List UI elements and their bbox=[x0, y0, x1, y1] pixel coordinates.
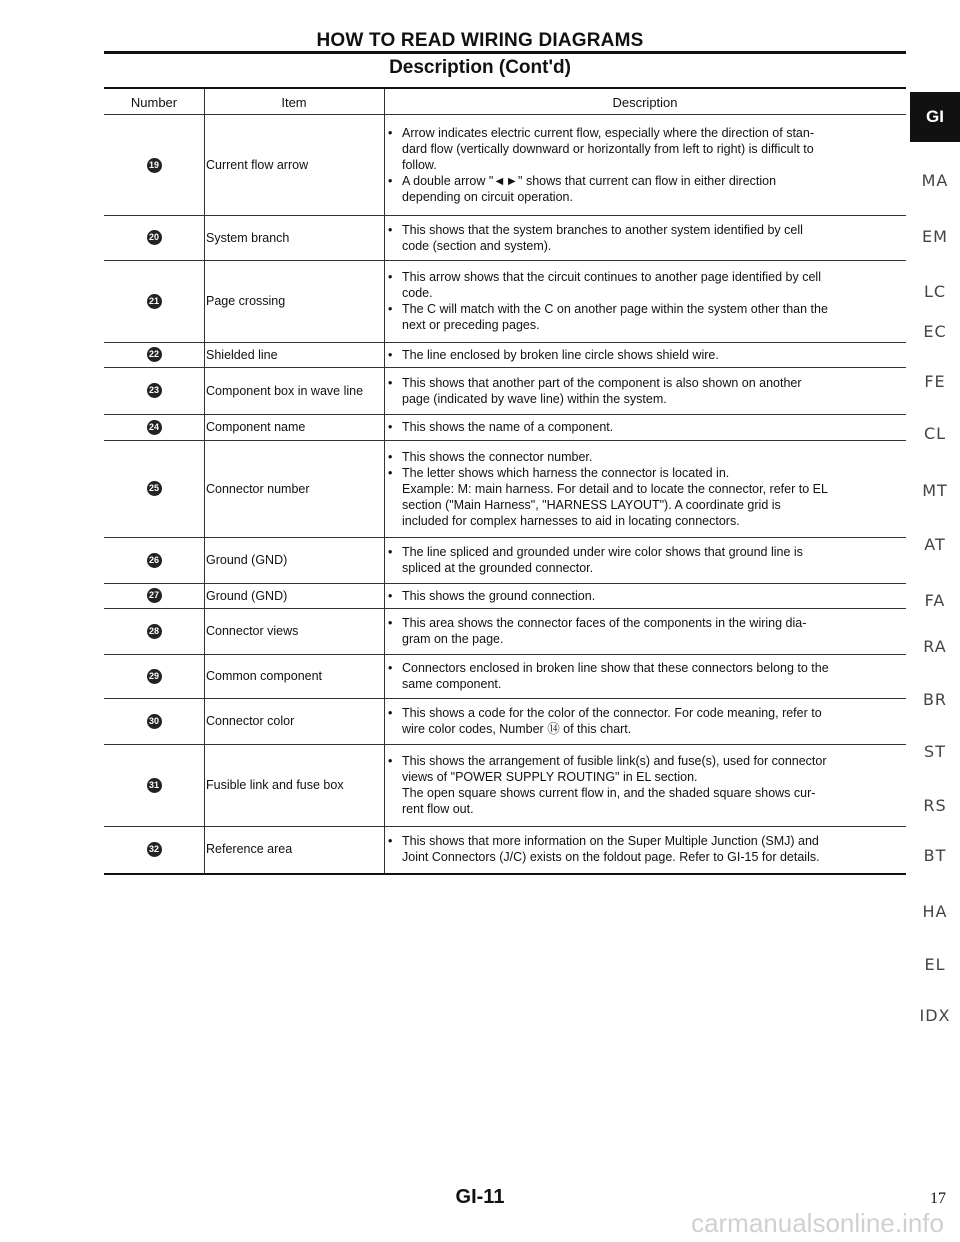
row-number: 24 bbox=[104, 415, 204, 439]
section-tab-mt[interactable]: MT bbox=[922, 481, 948, 500]
table-row bbox=[104, 343, 906, 366]
row-description: • Connectors enclosed in broken line show that these connectors belong to the same component. bbox=[388, 655, 898, 697]
section-tab-bt[interactable]: BT bbox=[923, 846, 947, 865]
row-description: • This shows that another part of the component is also shown on another page (indicated by wave line) within the system. bbox=[388, 368, 898, 413]
row-description: • This shows the name of a component. bbox=[388, 415, 898, 439]
table-row bbox=[104, 368, 906, 413]
row-item: System branch bbox=[206, 230, 290, 245]
row-item: Connector views bbox=[206, 624, 299, 638]
row-item: Connector number bbox=[206, 481, 310, 496]
table-row bbox=[104, 116, 906, 214]
section-tab-gi[interactable]: GI bbox=[910, 92, 960, 142]
section-tab-rs[interactable]: RS bbox=[923, 796, 947, 815]
watermark: carmanualsonline.info bbox=[691, 1208, 944, 1238]
table-row bbox=[104, 261, 906, 341]
row-description: • This shows the connector number. • The letter shows which harness the connector is located in. Example: M: main harness. For detail and to locate the connector, refer to EL section ("Main Harness", "HARNESS LAYOUT"). A coordinate grid is included for complex harnesses to aid in locating connectors. bbox=[388, 441, 898, 536]
row-item: Reference area bbox=[206, 842, 293, 856]
page-subtitle: Description (Cont'd) bbox=[389, 57, 571, 78]
row-item: Page crossing bbox=[206, 294, 286, 308]
row-number: 22 bbox=[104, 343, 204, 366]
row-item: Component name bbox=[206, 420, 306, 434]
row-number: 19 bbox=[104, 116, 204, 214]
row-description: • The line enclosed by broken line circle shows shield wire. bbox=[388, 343, 898, 366]
table-row bbox=[104, 609, 906, 653]
row-item: Ground (GND) bbox=[206, 588, 288, 603]
row-number: 27 bbox=[104, 584, 204, 607]
section-tab-ra[interactable]: RA bbox=[923, 637, 947, 656]
row-description: • The line spliced and grounded under wire color shows that ground line is spliced at the grounded connector. bbox=[388, 538, 898, 582]
title-rule bbox=[104, 51, 906, 54]
page-title: HOW TO READ WIRING DIAGRAMS bbox=[316, 30, 644, 51]
table-row bbox=[104, 655, 906, 697]
row-item: Ground (GND) bbox=[206, 553, 288, 567]
page-number: 17 bbox=[930, 1190, 946, 1207]
row-item: Current flow arrow bbox=[206, 158, 309, 172]
row-number: 23 bbox=[104, 368, 204, 413]
table-row bbox=[104, 216, 906, 259]
row-number: 29 bbox=[104, 655, 204, 697]
table-row bbox=[104, 699, 906, 743]
table-row bbox=[104, 441, 906, 536]
row-description: • This shows a code for the color of the connector. For code meaning, refer to wire color codes, Number ⑭ of this chart. bbox=[388, 699, 898, 743]
section-tab-fe[interactable]: FE bbox=[924, 372, 946, 391]
row-description: • This shows the arrangement of fusible link(s) and fuse(s), used for connector views of "POWER SUPPLY ROUTING" in EL section. The open square shows current flow in, and the shaded square shows cur- rent flow out. bbox=[388, 745, 898, 825]
row-number: 28 bbox=[104, 609, 204, 653]
row-description: • This arrow shows that the circuit continues to another page identified by cell code. • The C will match with the C on another page within the system other than the next or preceding pages. bbox=[388, 261, 898, 341]
section-tab-lc[interactable]: LC bbox=[923, 282, 947, 301]
column-header-item: Item bbox=[281, 95, 307, 110]
table-row bbox=[104, 827, 906, 871]
section-tab-st[interactable]: ST bbox=[924, 742, 946, 761]
row-number: 21 bbox=[104, 261, 204, 341]
row-item: Shielded line bbox=[206, 347, 278, 362]
section-tab-ha[interactable]: HA bbox=[922, 902, 948, 921]
section-tab-fa[interactable]: FA bbox=[924, 591, 946, 610]
row-item: Common component bbox=[206, 669, 323, 683]
header-rule bbox=[104, 114, 906, 115]
row-item: Component box in wave line bbox=[206, 383, 364, 398]
section-tab-idx[interactable]: IDX bbox=[919, 1006, 951, 1025]
table-row bbox=[104, 415, 906, 439]
table-row bbox=[104, 745, 906, 825]
row-number: 32 bbox=[104, 827, 204, 871]
row-number: 26 bbox=[104, 538, 204, 582]
section-tab-ma[interactable]: MA bbox=[921, 171, 949, 190]
row-item: Connector color bbox=[206, 714, 295, 728]
table-row bbox=[104, 538, 906, 582]
row-number: 20 bbox=[104, 216, 204, 259]
description-table bbox=[104, 87, 906, 875]
section-tab-at[interactable]: AT bbox=[924, 535, 946, 554]
section-tab-el[interactable]: EL bbox=[924, 955, 946, 974]
section-tab-ec[interactable]: EC bbox=[923, 322, 947, 341]
row-description: • This shows that more information on the Super Multiple Junction (SMJ) and Joint Connectors (J/C) exists on the foldout page. Refer to GI-15 for details. bbox=[388, 827, 898, 871]
row-number: 25 bbox=[104, 441, 204, 536]
row-item: Fusible link and fuse box bbox=[206, 778, 344, 792]
row-number: 30 bbox=[104, 699, 204, 743]
table-row bbox=[104, 584, 906, 607]
row-description: • This shows the ground connection. bbox=[388, 584, 898, 607]
row-description: • Arrow indicates electric current flow, especially where the direction of stan- dard flow (vertically downward or horizontally from left to right) is difficult to follow. • A double arrow "◄►" shows that current can flow in either direction depending on circuit operation. bbox=[388, 116, 898, 214]
section-tab-br[interactable]: BR bbox=[922, 690, 948, 709]
column-header-number: Number bbox=[130, 95, 178, 110]
section-tab-cl[interactable]: CL bbox=[923, 424, 947, 443]
column-header-description: Description bbox=[612, 95, 678, 110]
row-description: • This shows that the system branches to another system identified by cell code (section and system). bbox=[388, 216, 898, 259]
row-description: • This area shows the connector faces of the components in the wiring dia- gram on the page. bbox=[388, 609, 898, 653]
row-number: 31 bbox=[104, 745, 204, 825]
page-code: GI-11 bbox=[455, 1186, 505, 1208]
section-tab-em[interactable]: EM bbox=[922, 227, 948, 246]
